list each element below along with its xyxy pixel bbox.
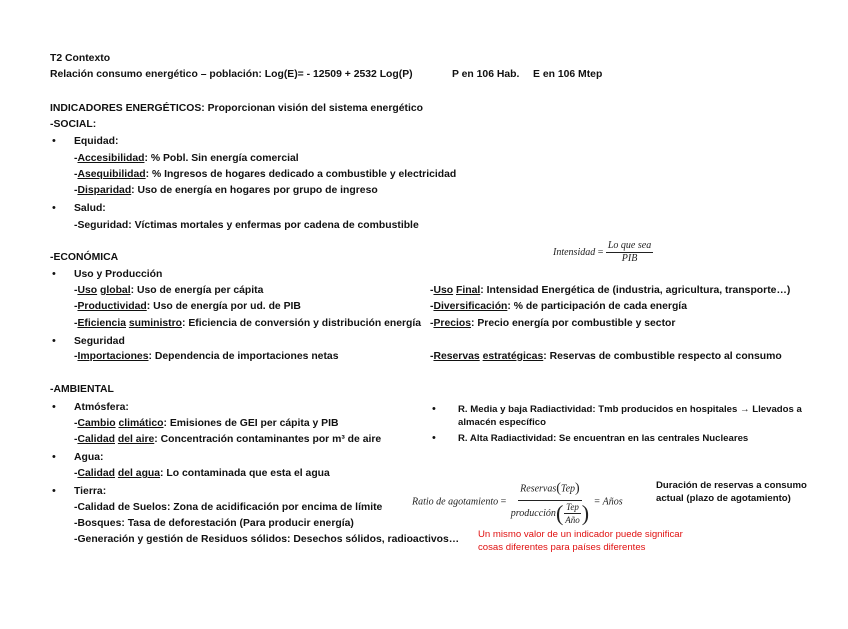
bullet-icon: •: [52, 451, 56, 463]
calidad-agua-item: -Calidad del agua: Lo contaminada que esta el agua: [74, 468, 330, 479]
uso-final-item: -Uso Final: Intensidad Energética de (industria, agricultura, transporte…): [430, 285, 791, 296]
red-note-2: cosas diferentes para países diferentes: [478, 542, 646, 553]
red-note-1: Un mismo valor de un indicador puede significar: [478, 529, 683, 540]
bullet-icon: •: [432, 403, 436, 415]
cambio-climatico-item: -Cambio climático: Emisiones de GEI per cápita y PIB: [74, 418, 339, 429]
atmosfera-label: Atmósfera:: [74, 402, 129, 413]
eficiencia-item: -Eficiencia suministro: Eficiencia de conversión y distribución energía: [74, 318, 422, 329]
bullet-icon: •: [52, 485, 56, 497]
tierra-label: Tierra:: [74, 486, 107, 497]
accesibilidad-item: -Accesibilidad: % Pobl. Sin energía comercial: [74, 153, 299, 164]
precios-item: -Precios: Precio energía por combustible y sector: [430, 318, 676, 329]
asequibilidad-item: -Asequibilidad: % Ingresos de hogares dedicado a combustible y electricidad: [74, 169, 457, 180]
disparidad-item: -Disparidad: Uso de energía en hogares por grupo de ingreso: [74, 185, 378, 196]
equidad-label: Equidad:: [74, 136, 119, 147]
page-title: T2 Contexto: [50, 53, 111, 64]
diversificacion-item: -Diversificación: % de participación de cada energía: [430, 301, 687, 312]
economica-heading: -ECONÓMICA: [50, 252, 119, 263]
calidad-aire-item: -Calidad del aire: Concentración contaminantes por m³ de aire: [74, 434, 382, 445]
duracion-note-2: actual (plazo de agotamiento): [656, 493, 791, 504]
radiactividad-alta: R. Alta Radiactividad: Se encuentran en las centrales Nucleares: [458, 433, 749, 444]
residuos-item: -Generación y gestión de Residuos sólidos: Desechos sólidos, radioactivos…: [74, 534, 460, 545]
bullet-icon: •: [52, 335, 56, 347]
bullet-icon: •: [52, 401, 56, 413]
bullet-icon: •: [432, 432, 436, 444]
radiactividad-media-baja: R. Media y baja Radiactividad: Tmb producidos en hospitales → Llevados a: [458, 404, 802, 415]
ratio-agotamiento-formula: Ratio de agotamiento = Reservas(Tep) producción( $\frac{\text{Tep}}{\text{Año}}$ ) = Años: [412, 478, 623, 526]
p-units: P en 106 Hab.: [452, 69, 520, 80]
suelos-item: -Calidad de Suelos: Zona de acidificación por encima de límite: [74, 502, 383, 513]
social-heading: -SOCIAL:: [50, 119, 97, 130]
reservas-item: -Reservas estratégicas: Reservas de combustible respecto al consumo: [430, 351, 782, 362]
ambiental-heading: -AMBIENTAL: [50, 384, 114, 395]
bosques-item: -Bosques: Tasa de deforestación (Para producir energía): [74, 518, 354, 529]
bullet-icon: •: [52, 135, 56, 147]
relation-formula: Relación consumo energético – población: Log(E)= - 12509 + 2532 Log(P): [50, 69, 413, 80]
salud-label: Salud:: [74, 203, 106, 214]
uso-produccion-label: Uso y Producción: [74, 269, 163, 280]
seguridad-social-item: -Seguridad: Víctimas mortales y enfermas por cadena de combustible: [74, 220, 419, 231]
seguridad-eco-label: Seguridad: [74, 336, 125, 347]
duracion-note-1: Duración de reservas a consumo: [656, 480, 807, 491]
bullet-icon: •: [52, 202, 56, 214]
agua-label: Agua:: [74, 452, 104, 463]
radiactividad-media-baja-2: almacén específico: [458, 417, 546, 428]
productividad-item: -Productividad: Uso de energía por ud. de PIB: [74, 301, 301, 312]
uso-global-item: -Uso global: Uso de energía per cápita: [74, 285, 264, 296]
e-units: E en 106 Mtep: [533, 69, 603, 80]
intensidad-formula: Intensidad = $\frac{\text{Lo que sea}}{\text{PIB}}$: [553, 240, 652, 264]
bullet-icon: •: [52, 268, 56, 280]
intro-heading: INDICADORES ENERGÉTICOS: Proporcionan visión del sistema energético: [50, 103, 423, 114]
importaciones-item: -Importaciones: Dependencia de importaciones netas: [74, 351, 339, 362]
